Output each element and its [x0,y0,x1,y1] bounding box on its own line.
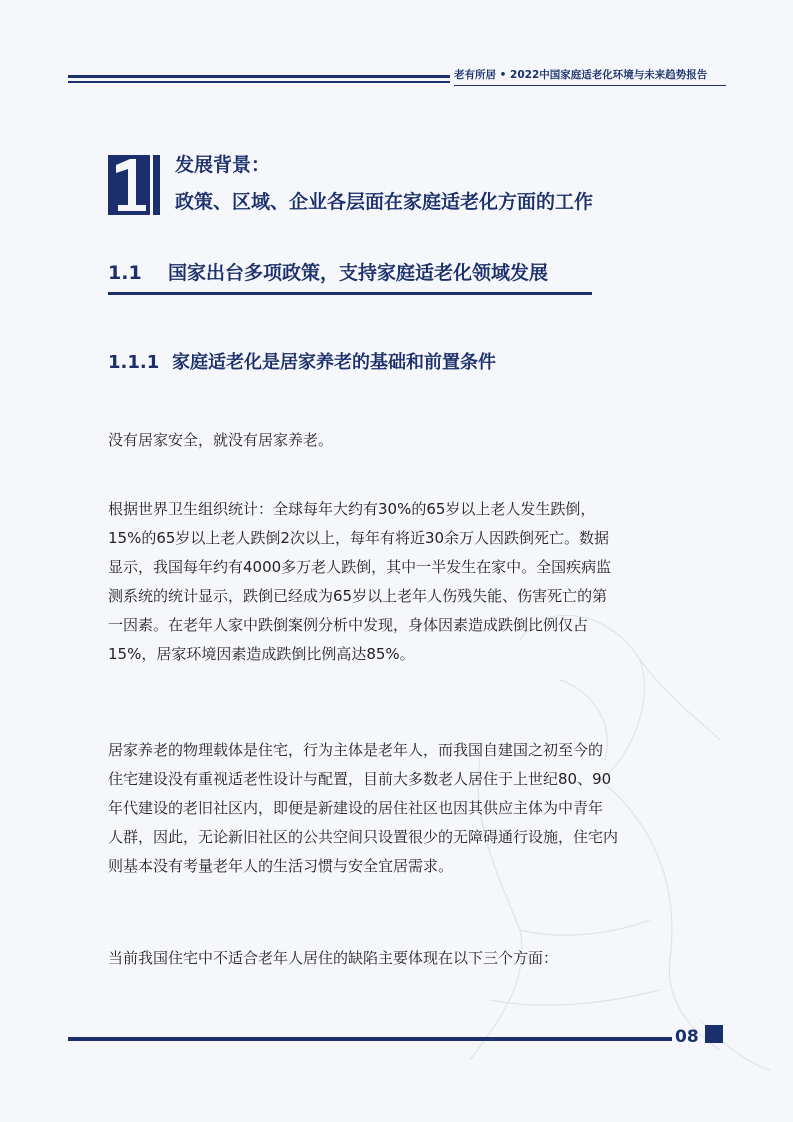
chapter-title-line1: 发展背景： [175,154,271,176]
header-rule-top [68,75,450,78]
paragraph-line: 根据世界卫生组织统计：全球每年大约有30%的65岁以上老人发生跌倒， [108,500,596,518]
paragraph-1 [108,426,693,455]
paragraph-3 [108,736,693,881]
paragraph-line: 测系统的统计显示，跌倒已经成为65岁以上老年人伤残失能、伤害死亡的第 [108,587,608,605]
paragraph-line: 当前我国住宅中不适合老年人居住的缺陷主要体现在以下三个方面： [108,949,559,967]
paragraph-4 [108,944,693,973]
paragraph-line: 显示，我国每年约有4000多万老人跌倒，其中一半发生在家中。全国疾病监 [108,558,612,576]
subsection-number: 1.1.1 [108,352,160,373]
paragraph-line: 没有居家安全，就没有居家养老。 [108,431,334,449]
page-number: 08 [675,1027,699,1047]
section-underline [108,292,592,295]
section-number: 1.1 [108,262,142,284]
header-report-title: 老有所居 • 2022中国家庭适老化环境与未来趋势报告 [454,69,708,81]
chapter-number-icon [108,155,160,215]
paragraph-line: 15%的65岁以上老人跌倒2次以上，每年有将近30余万人因跌倒死亡。数据 [108,529,610,547]
paragraph-line: 15%，居家环境因素造成跌倒比例高达85%。 [108,645,415,663]
chapter-title-line2: 政策、区域、企业各层面在家庭适老化方面的工作 [175,191,594,213]
paragraph-line: 居家养老的物理载体是住宅，行为主体是老年人，而我国自建国之初至今的 [108,741,604,759]
paragraph-line: 一因素。在老年人家中跌倒案例分析中发现，身体因素造成跌倒比例仅占 [108,616,589,634]
paragraph-line: 住宅建设没有重视适老性设计与配置，目前大多数老人居住于上世纪80、90 [108,770,612,788]
header-rule-bottom [68,81,450,83]
footer-square-icon [705,1025,723,1043]
paragraph-line: 年代建设的老旧社区内，即便是新建设的居住社区也因其供应主体为中青年 [108,799,604,817]
paragraph-line: 人群，因此，无论新旧社区的公共空间只设置很少的无障碍通行设施，住宅内 [108,828,619,846]
header-title-underline [454,85,726,86]
subsection-title: 家庭适老化是居家养老的基础和前置条件 [172,352,496,373]
paragraph-line: 则基本没有考量老年人的生活习惯与安全宜居需求。 [108,857,454,875]
footer-rule [68,1037,672,1041]
section-title: 国家出台多项政策，支持家庭适老化领域发展 [168,262,549,284]
paragraph-2 [108,495,693,669]
